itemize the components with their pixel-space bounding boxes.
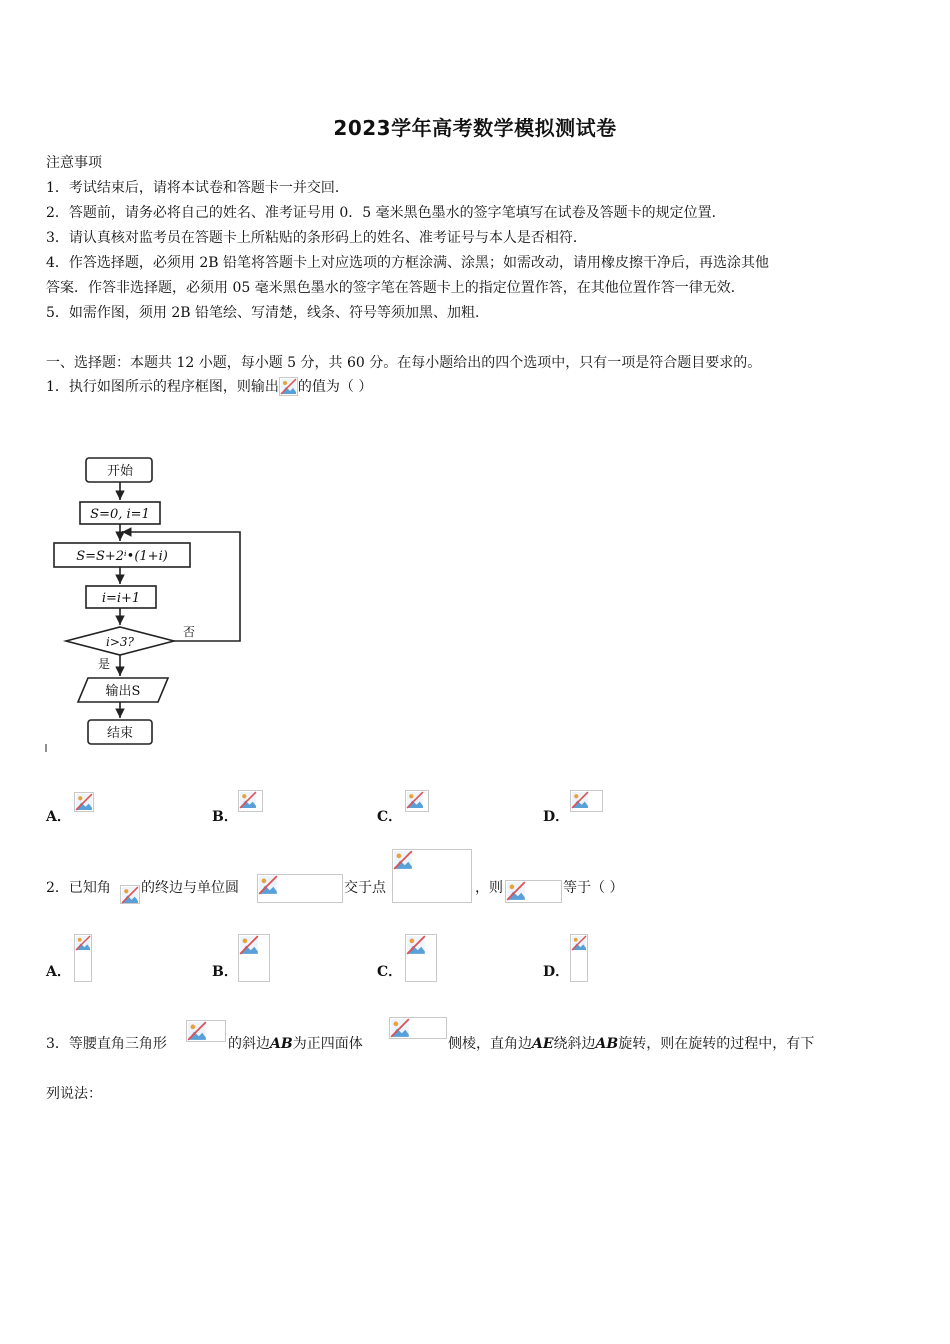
q2-part3: 交于点 [344, 880, 386, 896]
q2-option-c-label: C． [377, 964, 403, 980]
flowchart-condition-label: i>3? [106, 635, 134, 649]
q2-option-a-label: A． [46, 964, 71, 980]
notice-item-2: 2．答题前，请务必将自己的姓名、准考证号用 0．5 毫米黑色墨水的签字笔填写在试卷及答题卡的规定位置． [46, 205, 726, 221]
q3-part2-text: 的斜边 [228, 1036, 270, 1052]
q3-line2: 列说法： [46, 1086, 102, 1102]
notice-item-5: 5．如需作图，须用 2B 铅笔绘、写清楚，线条、符号等须加黑、加粗． [46, 305, 490, 321]
notice-item-4-continued: 答案．作答非选择题，必须用 05 毫米黑色墨水的签字笔在答题卡上的指定位置作答，在其他位置作答一律无效． [46, 280, 745, 296]
question-1-text-end: 的值为（ ） [297, 379, 373, 395]
q3-part6-text: 旋转，则在旋转的过程中，有下 [618, 1036, 815, 1052]
q3-part5-text: 绕斜边 [553, 1036, 596, 1052]
broken-image-icon [74, 792, 94, 812]
broken-image-icon [570, 934, 588, 982]
broken-image-icon [120, 885, 140, 904]
q3-part1: 3．等腰直角三角形 [46, 1036, 167, 1052]
broken-image-icon [570, 790, 603, 812]
q2-part1: 2．已知角 [46, 880, 111, 896]
flowchart-end-label: 结束 [106, 726, 134, 741]
q1-option-b-label: B． [212, 809, 238, 825]
q3-part4-text: 侧棱，直角边 [448, 1036, 532, 1052]
q1-option-c-label: C． [377, 809, 403, 825]
q3-ab-2: AB [595, 1036, 619, 1052]
flowchart-init-label: S=0, i=1 [90, 507, 150, 522]
q2-option-b-label: B． [212, 964, 238, 980]
notice-item-4: 4．作答选择题，必须用 2B 铅笔将答题卡上对应选项的方框涂满、涂黑；如需改动，请用橡皮擦干净后，再选涂其他 [46, 255, 769, 271]
flowchart-output-label: 输出S [105, 684, 141, 699]
flowchart-increment-label: i=i+1 [101, 591, 141, 606]
broken-image-icon [74, 934, 92, 982]
q3-part2 [228, 1033, 363, 1053]
flowchart-yes-label: 是 [97, 657, 111, 671]
broken-image-icon [238, 790, 263, 812]
question-1-text: 1．执行如图所示的程序框图，则输出 [46, 379, 279, 395]
q2-part4: ，则 [475, 880, 503, 896]
q3-part4 [448, 1033, 814, 1053]
broken-image-icon [405, 934, 437, 982]
flowchart-start-label: 开始 [106, 464, 134, 479]
page-title: 2023学年高考数学模拟测试卷 [333, 116, 617, 140]
broken-image-icon [279, 377, 298, 396]
flowchart-no-label: 否 [182, 625, 196, 639]
q2-part2: 的终边与单位圆 [141, 880, 239, 896]
broken-image-icon [389, 1017, 447, 1039]
q3-ab-1: AB [270, 1036, 293, 1052]
notice-item-1: 1．考试结束后，请将本试卷和答题卡一并交回． [46, 180, 349, 196]
notice-item-3: 3．请认真核对监考员在答题卡上所粘贴的条形码上的姓名、准考证号与本人是否相符． [46, 230, 587, 246]
flowchart-update-label: S=S+2ⁱ•(1+i) [76, 549, 168, 564]
question-1 [46, 376, 372, 396]
q1-option-a-label: A． [46, 809, 71, 825]
broken-image-icon [505, 880, 562, 903]
q1-option-d-label: D． [543, 809, 570, 825]
q2-part5: 等于（ ） [563, 880, 624, 896]
broken-image-icon [238, 934, 270, 982]
broken-image-icon [392, 849, 472, 903]
q3-part3-text: 为正四面体 [292, 1036, 363, 1052]
q3-ae: AE [532, 1036, 554, 1052]
notice-heading: 注意事项 [46, 155, 102, 171]
broken-image-icon [186, 1020, 226, 1042]
broken-image-icon [257, 874, 343, 903]
section-heading: 一、选择题：本题共 12 小题，每小题 5 分，共 60 分。在每小题给出的四个选项中，只有一项是符合题目要求的。 [46, 355, 762, 371]
flowchart [44, 450, 254, 755]
broken-image-icon [405, 790, 429, 812]
q2-option-d-label: D． [543, 964, 570, 980]
